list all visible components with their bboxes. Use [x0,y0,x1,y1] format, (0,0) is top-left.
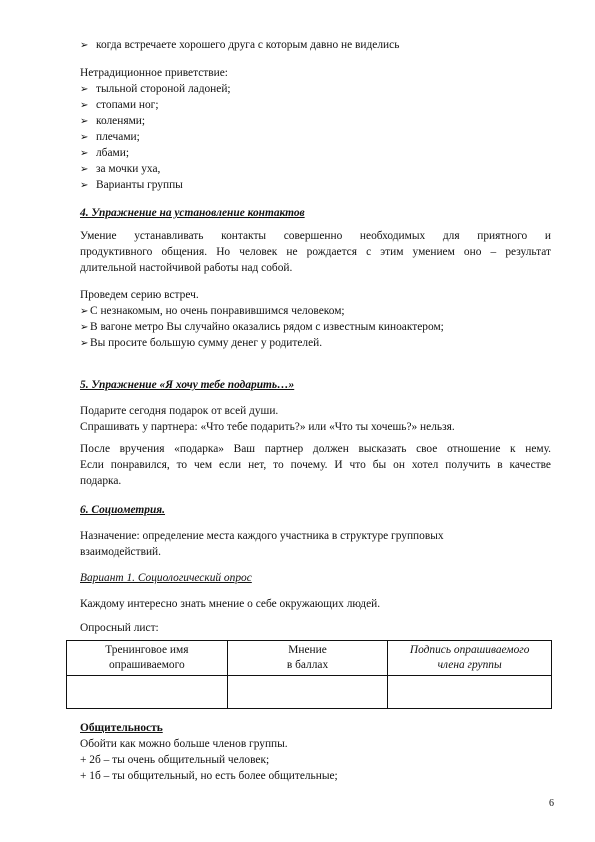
paragraph-line: Если понравился, то чем если нет, то почему. И что бы он хотел получить в качестве [80,459,551,471]
list-item [80,319,444,336]
column-header-name [67,641,228,676]
paragraph-line: подарка. [80,475,122,487]
arrow-bullet-icon: ➢ [80,164,89,175]
list-item-text: за мочки уха, [96,163,161,175]
variant-title: Вариант 1. Социологический опрос [80,572,252,584]
arrow-bullet-icon: ➢ [80,148,89,159]
table-header-row [67,641,552,676]
arrow-bullet-icon: ➢ [80,338,89,349]
arrow-bullet-icon: ➢ [80,100,89,111]
nontraditional-heading: Нетрадиционное приветствие: [80,67,228,79]
list-item [80,113,145,130]
paragraph-line: Спрашивать у партнера: «Что тебе подарить?» или «Что ты хочешь?» нельзя. [80,421,455,433]
table-cell [388,676,552,709]
table-cell [67,676,228,709]
list-item [80,145,129,162]
list-item-text: С незнакомым, но очень понравившимся человеком; [90,305,345,317]
paragraph-line: + 2б – ты очень общительный человек; [80,754,270,766]
paragraph-line: Каждому интересно знать мнение о себе окружающих людей. [80,598,381,610]
paragraph-line: Умение устанавливать контакты совершенно необходимых для приятного и [80,230,551,242]
table-cell [227,676,388,709]
column-header-score [227,641,388,676]
arrow-bullet-icon: ➢ [80,116,89,127]
header-line: члена группы [437,659,502,671]
paragraph-line: Назначение: определение места каждого участника в структуре групповых [80,530,444,542]
header-line: Тренинговое имя [105,644,189,656]
list-item [80,81,231,98]
sociability-title: Общительность [80,722,163,734]
list-item-text: стопами ног; [96,99,159,111]
section-4-title: 4. Упражнение на установление контактов [80,207,305,219]
list-item [80,177,183,194]
column-header-signature [388,641,552,676]
paragraph-line: Подарите сегодня подарок от всей души. [80,405,279,417]
list-item-text: лбами; [96,147,130,159]
page-number: 6 [549,798,554,809]
table-row [67,676,552,709]
survey-label: Опросный лист: [80,622,159,634]
header-line: опрашиваемого [108,659,185,671]
list-item [80,37,399,54]
section-5-title: 5. Упражнение «Я хочу тебе подарить…» [80,379,295,391]
list-item-text: В вагоне метро Вы случайно оказались рядом с известным киноактером; [90,321,444,333]
paragraph-line: + 1б – ты общительный, но есть более общительные; [80,770,338,782]
paragraph-line: После вручения «подарка» Ваш партнер должен высказать свое отношение к нему. [80,443,551,455]
header-line: Мнение [288,644,327,656]
arrow-bullet-icon: ➢ [80,132,89,143]
list-item-text: коленями; [96,115,146,127]
paragraph-line: взаимодействий. [80,546,162,558]
header-line: Подпись опрашиваемого [409,644,530,656]
section-4-intro: Проведем серию встреч. [80,289,199,301]
list-item-text: когда встречаете хорошего друга с которым давно не виделись [96,39,400,51]
arrow-bullet-icon: ➢ [80,322,89,333]
paragraph-line: продуктивного общения. Но человек не рождается с этим умением оно – результат [80,246,551,258]
survey-table [66,640,552,709]
list-item [80,129,140,146]
arrow-bullet-icon: ➢ [80,40,89,51]
paragraph-line: Обойти как можно больше членов группы. [80,738,288,750]
list-item-text: плечами; [96,131,140,143]
list-item [80,97,159,114]
arrow-bullet-icon: ➢ [80,84,89,95]
list-item-text: Вы просите большую сумму денег у родителей. [90,337,323,349]
arrow-bullet-icon: ➢ [80,180,89,191]
paragraph-line: длительной настойчивой работы над собой. [80,262,293,274]
header-line: в баллах [286,659,329,671]
section-6-title: 6. Социометрия. [80,504,166,516]
list-item [80,161,160,178]
list-item [80,303,345,320]
list-item-text: тыльной стороной ладоней; [96,83,231,95]
list-item [80,335,322,352]
arrow-bullet-icon: ➢ [80,306,89,317]
list-item-text: Варианты группы [96,179,183,191]
